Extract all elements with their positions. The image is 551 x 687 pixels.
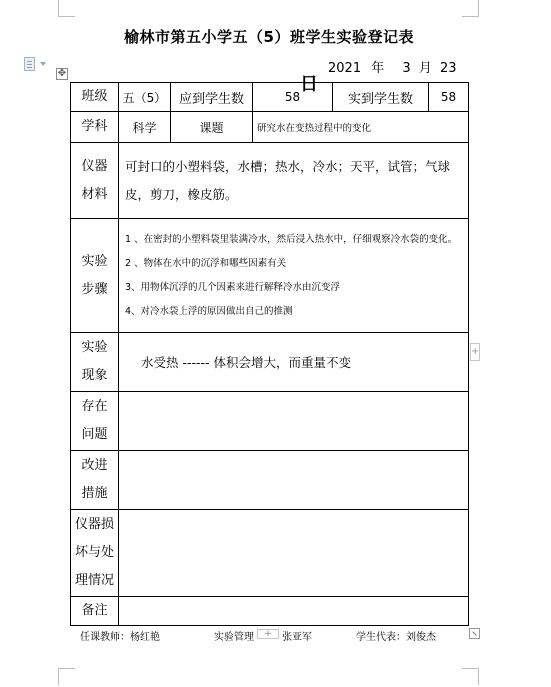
add-column-icon[interactable]: +: [470, 343, 480, 361]
table-row: [71, 83, 469, 112]
step-item: 4、对冷水袋上浮的原因做出自己的推测: [125, 306, 293, 317]
table-row: [71, 392, 469, 451]
step-item: 1 、在密封的小塑料袋里装满冷水，然后浸入热水中，仔细观察冷水袋的变化。: [125, 234, 458, 245]
steps-label: [71, 219, 119, 333]
page-corner-mark: [462, 668, 479, 685]
page-title: 榆林市第五小学五（5）班学生实验登记表: [124, 28, 414, 46]
steps-value[interactable]: [119, 219, 469, 333]
class-value[interactable]: 五（5）: [119, 83, 171, 112]
expected-students-value[interactable]: 58: [253, 83, 333, 112]
date-month: 3: [402, 61, 411, 76]
remarks-label: 备注: [71, 597, 119, 626]
step-item: 3、用物体沉浮的几个因素来进行解释冷水由沉变浮: [125, 282, 341, 293]
phenomenon-value[interactable]: 水受热 ------ 体积会增大，而重量不变: [119, 333, 469, 392]
page-corner-mark: [58, 668, 75, 685]
move-handle-icon[interactable]: ✥: [57, 68, 67, 79]
damage-label-line: 仪器损: [74, 517, 114, 532]
date-month-unit: 月: [418, 61, 432, 76]
date-day-unit: 日: [300, 74, 318, 95]
measures-label-line: 改进: [81, 458, 108, 473]
steps-label-line: 步骤: [81, 281, 108, 297]
date-day: 23: [439, 61, 457, 76]
problems-label-line: 问题: [81, 427, 108, 442]
table-row: [71, 451, 469, 510]
problems-label: [71, 392, 119, 451]
actual-students-label: 实到学生数: [333, 83, 429, 112]
table-row: [71, 143, 469, 219]
page-corner-mark: [462, 0, 479, 17]
registration-table: [70, 82, 469, 626]
table-row: [71, 597, 469, 626]
equipment-label: [71, 143, 119, 219]
measures-label: [71, 451, 119, 510]
footer-admin-name: 张亚军: [282, 632, 312, 643]
damage-label-line: 理情况: [74, 573, 114, 588]
measures-label-line: 措施: [81, 486, 108, 501]
phenomenon-label: [71, 333, 119, 392]
resize-handle-icon[interactable]: [469, 628, 480, 639]
subject-label: 学科: [71, 112, 119, 143]
topic-value[interactable]: 研究水在变热过程中的变化: [253, 112, 469, 143]
table-row: [71, 112, 469, 143]
phenomenon-label-line: 现象: [81, 368, 108, 383]
chevron-down-icon[interactable]: [40, 62, 46, 66]
add-row-icon[interactable]: +: [257, 629, 279, 639]
class-label: 班级: [71, 83, 119, 112]
measures-value[interactable]: [119, 451, 469, 510]
page-corner-mark: [58, 0, 75, 17]
date-year: 2021: [328, 61, 362, 76]
damage-value[interactable]: [119, 510, 469, 597]
problems-label-line: 存在: [81, 399, 108, 414]
remarks-value[interactable]: [119, 597, 469, 626]
equipment-label-line: 材料: [81, 186, 108, 202]
table-row: [71, 333, 469, 392]
damage-label-line: 坏与处: [74, 545, 114, 560]
steps-label-line: 实验: [81, 253, 108, 269]
footer-admin-label: 实验管理: [214, 632, 254, 643]
equipment-value[interactable]: 可封口的小塑料袋，水槽；热水，冷水；天平，试管；气球皮，剪刀，橡皮筋。: [119, 143, 469, 219]
expected-students-label: 应到学生数: [171, 83, 253, 112]
footer-student: 学生代表：刘俊杰: [356, 632, 436, 643]
phenomenon-label-line: 实验: [81, 340, 108, 355]
topic-label: 课题: [171, 112, 253, 143]
step-item: 2 、物体在水中的沉浮和哪些因素有关: [125, 258, 287, 269]
date-year-unit: 年: [371, 61, 385, 76]
problems-value[interactable]: [119, 392, 469, 451]
table-row: [71, 219, 469, 333]
equipment-label-line: 仪器: [81, 158, 108, 174]
footer-teacher: 任课教师：杨红艳: [80, 632, 160, 643]
subject-value[interactable]: 科学: [119, 112, 171, 143]
table-row: [71, 510, 469, 597]
document-icon[interactable]: [24, 57, 35, 71]
damage-label: [71, 510, 119, 597]
actual-students-value[interactable]: 58: [429, 83, 469, 112]
